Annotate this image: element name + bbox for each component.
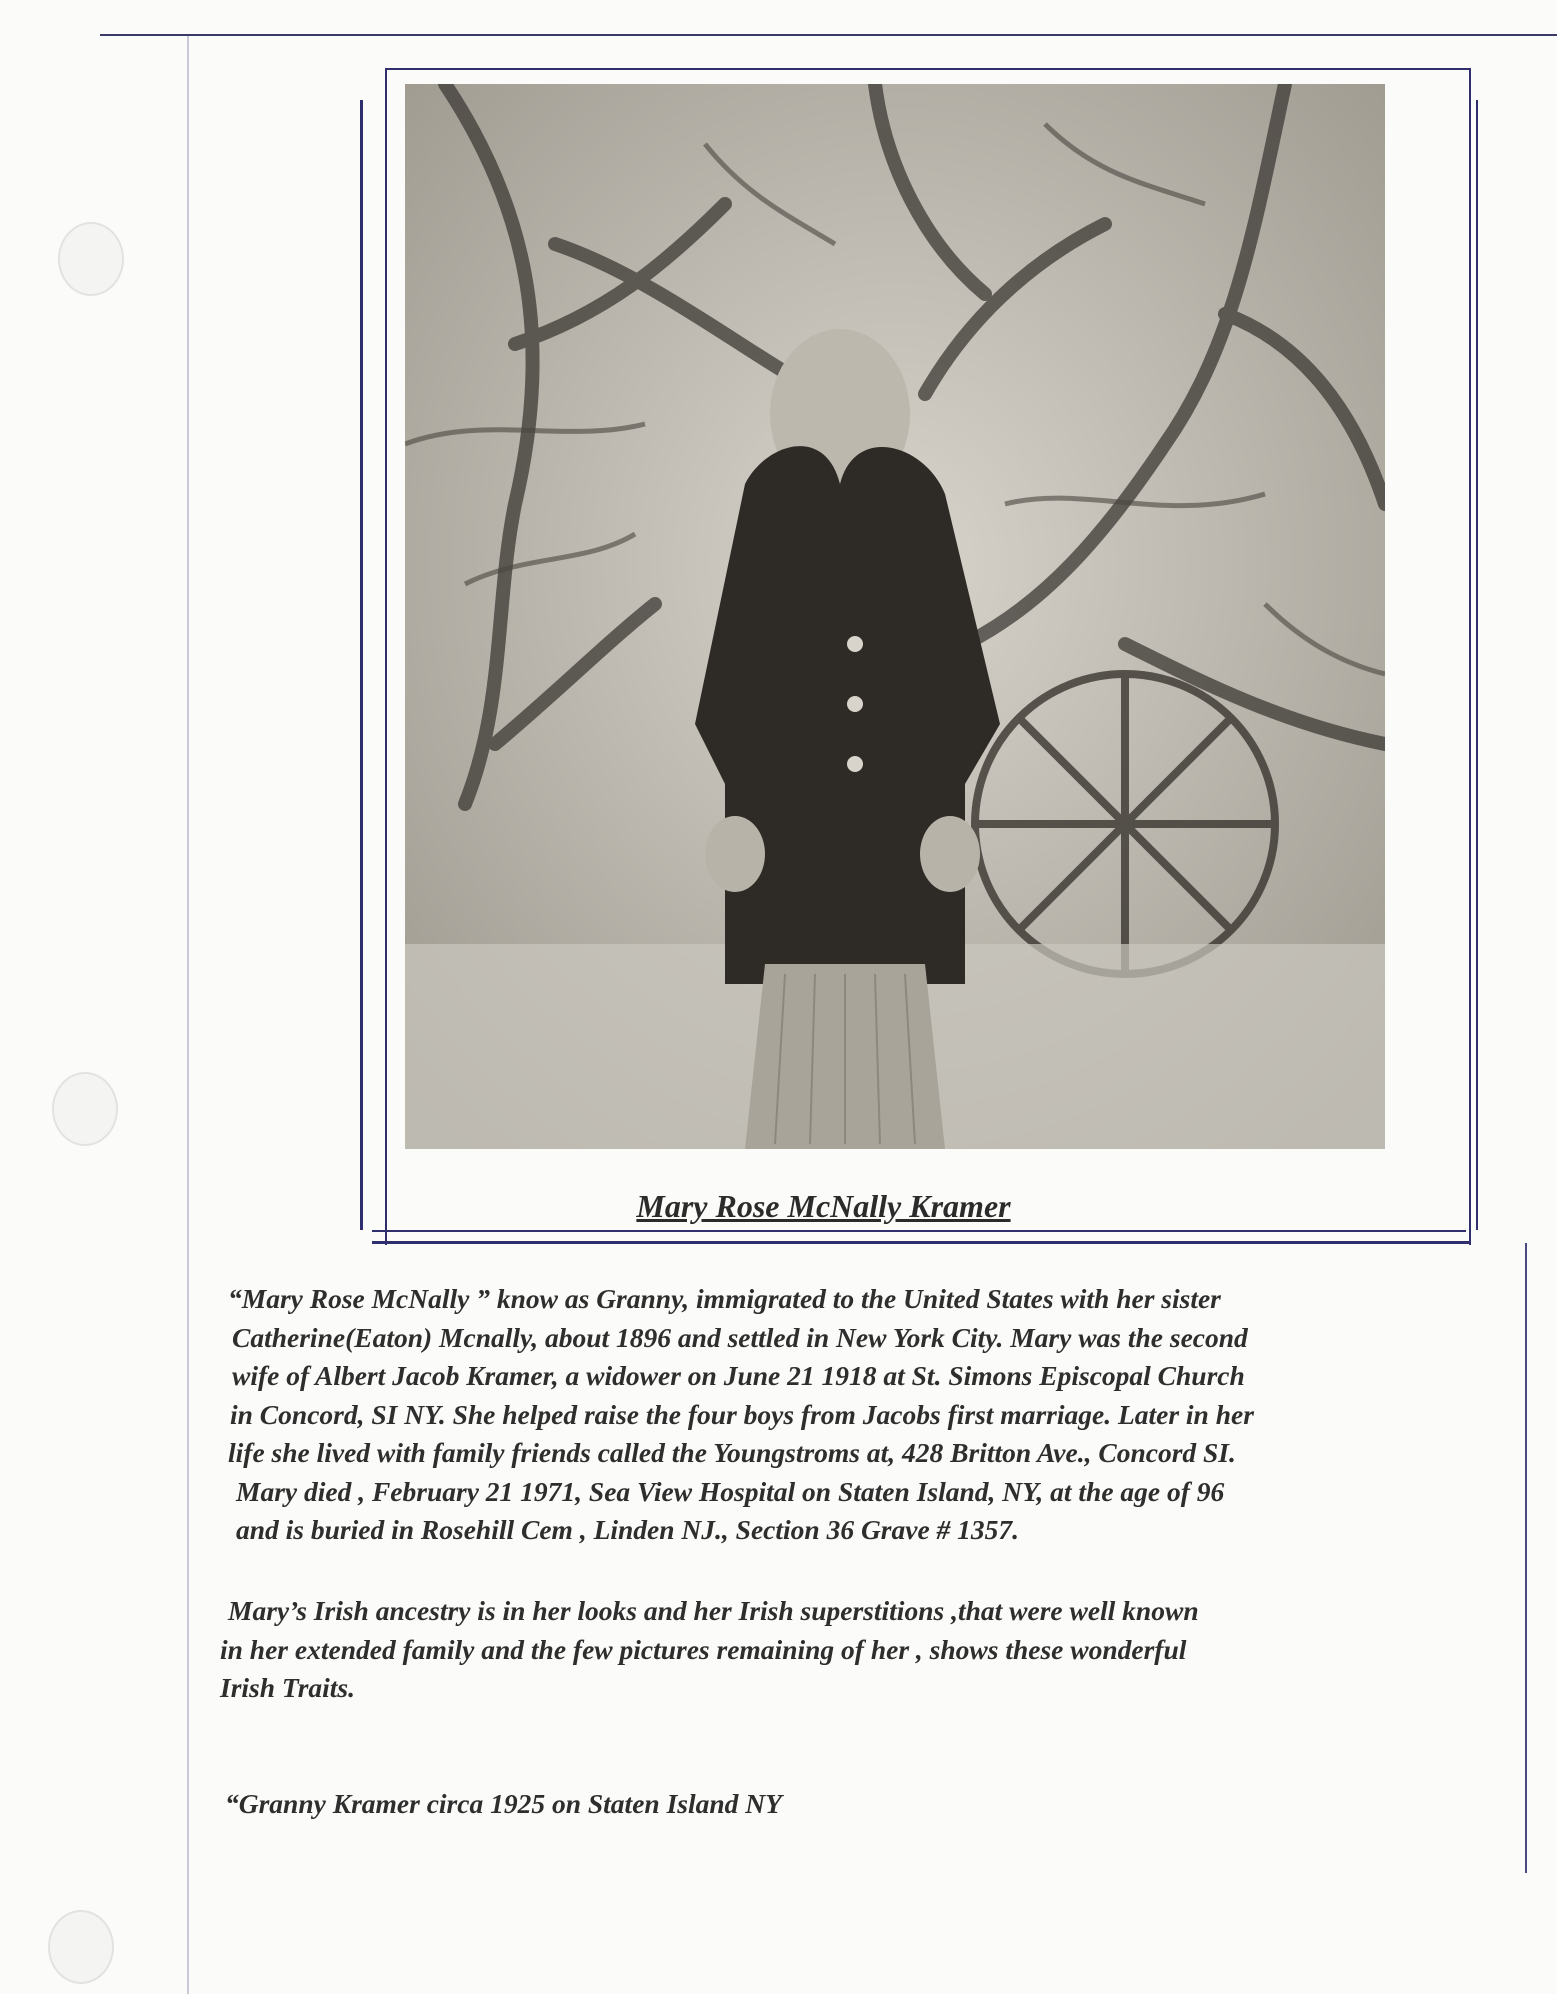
biography-paragraph: [228, 1280, 1488, 1550]
biography-line: “Mary Rose McNally ” know as Granny, immigrated to the United States with her sister: [228, 1283, 1221, 1314]
punch-hole: [58, 222, 124, 296]
ancestry-line: Mary’s Irish ancestry is in her looks and her Irish superstitions ,that were well known: [228, 1595, 1199, 1626]
biography-line: wife of Albert Jacob Kramer, a widower on June 21 1918 at St. Simons Episcopal Church: [232, 1360, 1245, 1391]
ancestry-paragraph: [220, 1592, 1480, 1708]
right-rule: [1525, 1243, 1527, 1873]
biography-line: and is buried in Rosehill Cem , Linden NJ., Section 36 Grave # 1357.: [236, 1514, 1020, 1545]
frame-rule: [372, 1230, 1466, 1232]
biography-line: Mary died , February 21 1971, Sea View Hospital on Staten Island, NY, at the age of 96: [236, 1475, 1225, 1507]
punch-hole: [52, 1072, 118, 1146]
portrait-photo: [405, 84, 1385, 1149]
page-top-edge: [100, 34, 1557, 36]
biography-line: life she lived with family friends called the Youngstroms at, 428 Britton Ave., Concord SI.: [228, 1437, 1236, 1468]
margin-line: [187, 36, 189, 1994]
photo-caption: “Granny Kramer circa 1925 on Staten Island NY: [225, 1788, 782, 1819]
ancestry-line: Irish Traits.: [220, 1672, 356, 1703]
frame-rule: [372, 1241, 1469, 1244]
biography-line: in Concord, SI NY. She helped raise the four boys from Jacobs first marriage. Later in her: [230, 1398, 1254, 1430]
biography-line: Catherine(Eaton) Mcnally, about 1896 and settled in New York City. Mary was the second: [232, 1321, 1248, 1353]
ancestry-line: in her extended family and the few pictures remaining of her , shows these wonderful: [220, 1633, 1187, 1665]
document-title: Mary Rose McNally Kramer: [636, 1188, 1011, 1224]
punch-hole: [48, 1910, 114, 1984]
